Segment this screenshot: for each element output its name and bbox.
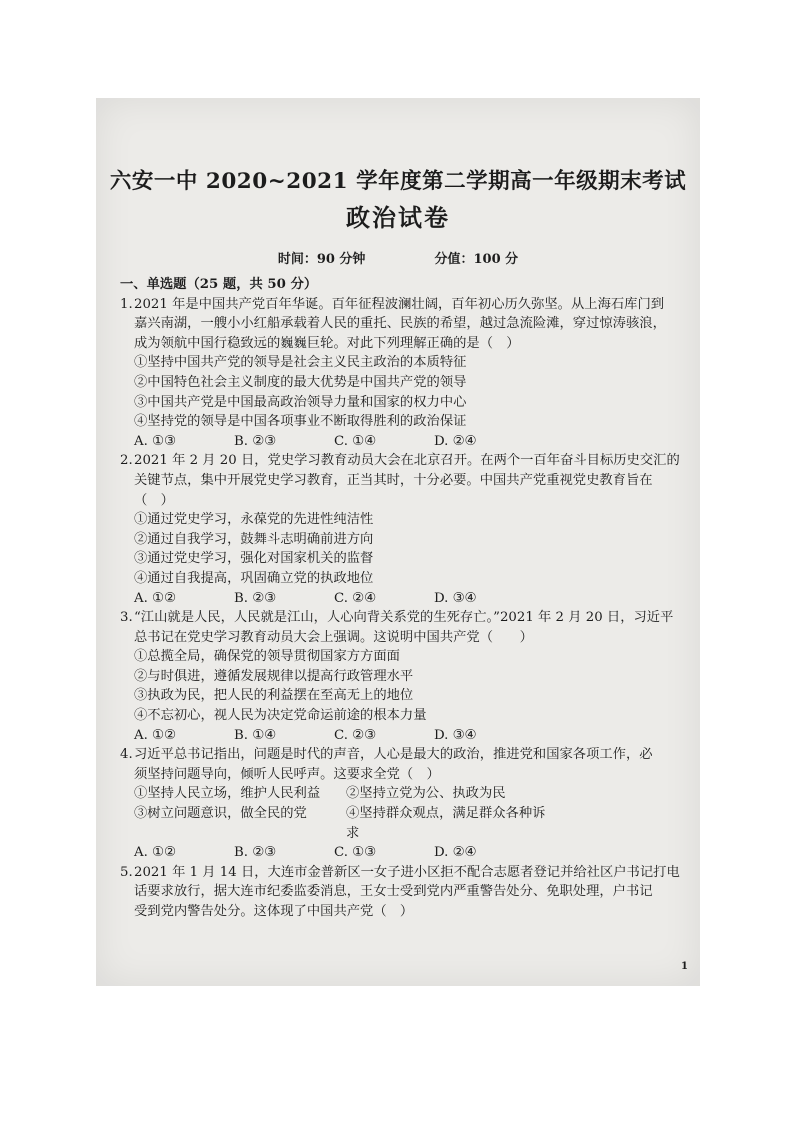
answer-c: C. ①③ xyxy=(334,845,376,861)
option: ②通过自我学习，鼓舞斗志明确前进方向 xyxy=(134,531,374,547)
question-stem-line: 话要求放行，据大连市纪委监委消息，王女士受到党内严重警告处分、免职处理，户书记 xyxy=(134,884,653,900)
answer-c: C. ②④ xyxy=(334,590,376,606)
answer-choices xyxy=(120,726,680,746)
answer-d: D. ③④ xyxy=(434,727,477,743)
answer-b: B. ②③ xyxy=(234,590,277,606)
answer-a: A. ①② xyxy=(134,727,176,743)
question-number: 2. xyxy=(120,453,133,469)
option: ①坚持人民立场，维护人民利益 xyxy=(134,786,321,802)
option: ③中国共产党是中国最高政治领导力量和国家的权力中心 xyxy=(134,394,467,410)
answer-d: D. ②④ xyxy=(434,433,477,449)
question-5 xyxy=(120,863,680,922)
exam-title: 六安一中 2020~2021 学年度第二学期高一年级期末考试 xyxy=(109,169,687,194)
option: ③树立问题意识，做全民的党 xyxy=(134,806,307,822)
option: ②中国特色社会主义制度的最大优势是中国共产党的领导 xyxy=(134,374,467,390)
option: ②与时俱进，遵循发展规律以提高行政管理水平 xyxy=(134,668,414,684)
question-number: 1. xyxy=(120,296,133,312)
question-stem-line: 关键节点，集中开展党史学习教育，正当其时，十分必要。中国共产党重视党史教育旨在 xyxy=(134,472,653,488)
option: ③执政为民，把人民的利益摆在至高无上的地位 xyxy=(134,688,414,704)
option: ①坚持中国共产党的领导是社会主义民主政治的本质特征 xyxy=(134,355,467,371)
answer-a: A. ①③ xyxy=(134,433,176,449)
question-stem-line: 2021 年 1 月 14 日，大连市金普新区一女子进小区拒不配合志愿者登记并给社区户书记打电 xyxy=(134,864,680,880)
answer-c: C. ①④ xyxy=(334,433,376,449)
page-number: 1 xyxy=(681,961,688,972)
option-row xyxy=(120,804,680,843)
option-row xyxy=(120,784,680,804)
question-number: 3. xyxy=(120,610,133,626)
option: ④不忘初心，视人民为决定党命运前途的根本力量 xyxy=(134,708,427,724)
option: ②坚持立党为公、执政为民 xyxy=(346,786,506,802)
question-2 xyxy=(120,451,680,608)
exam-subtitle: 政治试卷 xyxy=(346,203,450,232)
answer-d: D. ②④ xyxy=(434,845,477,861)
question-stem-line: 总书记在党史学习教育动员大会上强调。这说明中国共产党（ ） xyxy=(134,629,533,645)
question-number: 5. xyxy=(120,864,133,880)
option: ①总揽全局，确保党的领导贯彻国家方方面面 xyxy=(134,649,400,665)
question-stem-line: “江山就是人民，人民就是江山，人心向背关系党的生死存亡。”2021 年 2 月 20 日，习近平 xyxy=(134,610,674,626)
question-stem-line: 受到党内警告处分。这体现了中国共产党（ ） xyxy=(134,904,414,919)
option: ④坚持群众观点，满足群众各种诉求 xyxy=(346,806,546,841)
question-stem-line: 须坚持问题导向，倾听人民呼声。这要求全党（ ） xyxy=(134,766,440,782)
question-stem-line: 嘉兴南湖，一艘小小红船承载着人民的重托、民族的希望，越过急流险滩，穿过惊涛骇浪， xyxy=(134,316,666,332)
answer-b: B. ②③ xyxy=(234,845,277,861)
question-4 xyxy=(120,745,680,863)
question-stem-line: （ ） xyxy=(134,492,174,508)
option: ④通过自我提高，巩固确立党的执政地位 xyxy=(134,570,374,586)
option: ④坚持党的领导是中国各项事业不断取得胜利的政治保证 xyxy=(134,414,467,430)
question-number: 4. xyxy=(120,747,133,763)
answer-c: C. ②③ xyxy=(334,727,376,743)
answer-b: B. ①④ xyxy=(234,727,277,743)
answer-choices xyxy=(120,843,680,863)
question-1 xyxy=(120,295,680,452)
score-label: 分值：100 分 xyxy=(434,252,519,267)
option: ③通过党史学习，强化对国家机关的监督 xyxy=(134,551,374,567)
answer-choices xyxy=(120,432,680,452)
questions xyxy=(120,275,680,922)
exam-paper xyxy=(96,98,700,986)
question-3 xyxy=(120,608,680,745)
section-heading: 一、单选题（25 题，共 50 分） xyxy=(120,277,318,292)
time-label: 时间：90 分钟 xyxy=(277,252,366,267)
exam-meta xyxy=(96,248,700,267)
answer-b: B. ②③ xyxy=(234,433,277,449)
question-stem-line: 成为领航中国行稳致远的巍巍巨轮。对此下列理解正确的是（ ） xyxy=(134,335,520,351)
answer-a: A. ①② xyxy=(134,590,176,606)
option: ①通过党史学习，永葆党的先进性纯洁性 xyxy=(134,512,374,528)
answer-choices xyxy=(120,589,680,609)
question-stem-line: 2021 年是中国共产党百年华诞。百年征程波澜壮阔，百年初心历久弥坚。从上海石库门到 xyxy=(134,296,665,312)
answer-d: D. ③④ xyxy=(434,590,477,606)
answer-a: A. ①② xyxy=(134,845,176,861)
question-stem-line: 2021 年 2 月 20 日，党史学习教育动员大会在北京召开。在两个一百年奋斗目标历史交汇的 xyxy=(134,453,680,469)
question-stem-line: 习近平总书记指出，问题是时代的声音，人心是最大的政治，推进党和国家各项工作，必 xyxy=(134,747,653,763)
